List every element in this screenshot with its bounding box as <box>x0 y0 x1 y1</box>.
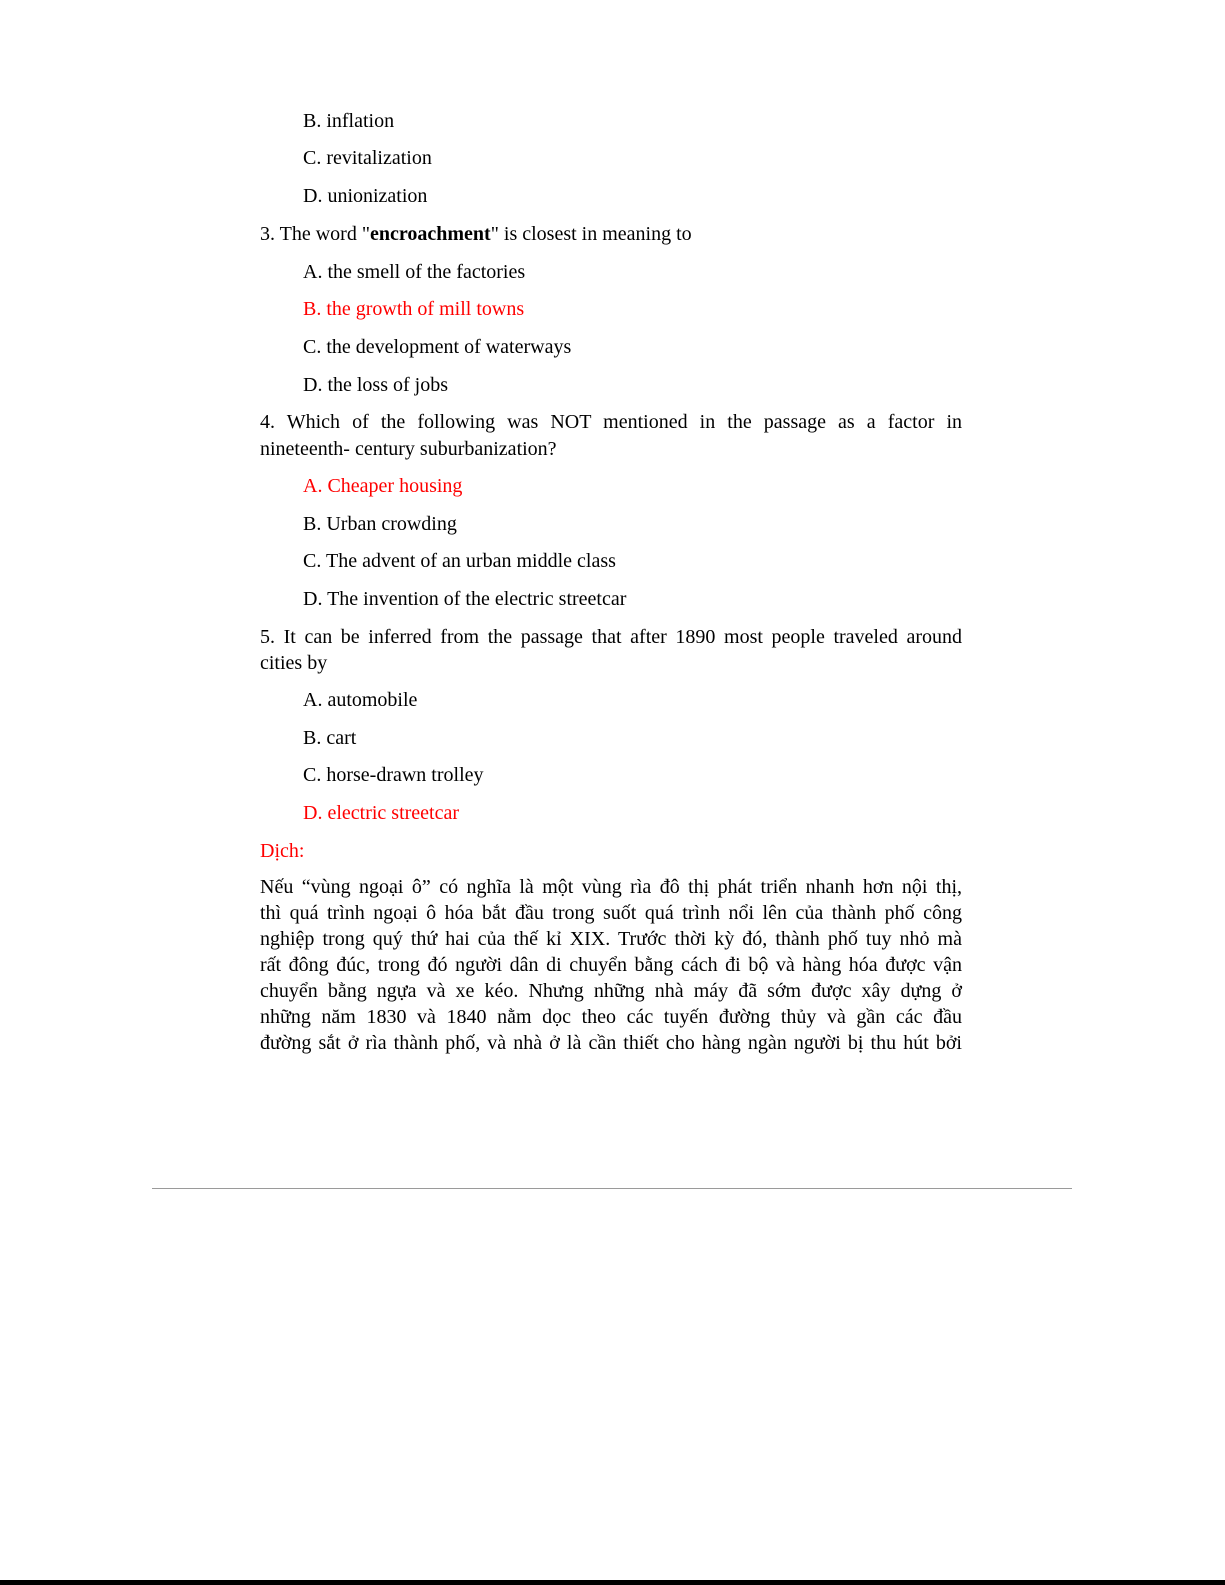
q5-option-c: C. horse-drawn trolley <box>303 764 484 786</box>
q5-option-d-answer: D. electric streetcar <box>303 802 460 824</box>
page-bottom-edge <box>0 1580 1225 1585</box>
q5-stem-line2: cities by <box>260 652 328 674</box>
translation-heading: Dịch: <box>260 840 305 862</box>
q5-option-a: A. automobile <box>303 689 418 711</box>
q4-option-b: B. Urban crowding <box>303 513 457 535</box>
q3-keyword: encroachment <box>370 223 491 245</box>
q3-stem <box>260 222 962 246</box>
q3-stem-suffix: " is closest in meaning to <box>490 223 692 245</box>
q4-stem-line2: nineteenth- century suburbanization? <box>260 438 557 460</box>
translation-line: rất đông đúc, trong đó người dân di chuyển bằng cách đi bộ và hàng hóa được vận <box>260 954 962 976</box>
footer-divider <box>152 1188 1072 1189</box>
translation-line: Nếu “vùng ngoại ô” có nghĩa là một vùng rìa đô thị phát triển nhanh hơn nội thị, <box>260 876 962 898</box>
q4-option-d: D. The invention of the electric streetcar <box>303 588 627 610</box>
q3-option-b-answer: B. the growth of mill towns <box>303 298 525 320</box>
q3-option-d: D. the loss of jobs <box>303 374 448 396</box>
q4-option-a-answer: A. Cheaper housing <box>303 475 463 497</box>
translation-line: đường sắt ở rìa thành phố, và nhà ở là cần thiết cho hàng ngàn người bị thu hút bởi <box>260 1032 962 1054</box>
q2-option-b: B. inflation <box>303 110 395 132</box>
q2-option-d: D. unionization <box>303 185 428 207</box>
q5-option-b: B. cart <box>303 727 357 749</box>
translation-paragraph <box>260 874 962 1056</box>
translation-line: nghiệp trong quý thứ hai của thế kỉ XIX. Trước thời kỳ đó, thành phố tuy nhỏ mà <box>260 928 962 950</box>
q3-option-a: A. the smell of the factories <box>303 261 526 283</box>
q2-option-c: C. revitalization <box>303 147 432 169</box>
translation-line: chuyển bằng ngựa và xe kéo. Nhưng những nhà máy đã sớm được xây dựng ở <box>260 980 962 1002</box>
translation-line: thì quá trình ngoại ô hóa bắt đầu trong suốt quá trình nổi lên của thành phố công <box>260 902 962 924</box>
q4-stem-line1: 4. Which of the following was NOT mentioned in the passage as a factor in <box>260 411 962 433</box>
q3-option-c: C. the development of waterways <box>303 336 572 358</box>
translation-line: những năm 1830 và 1840 nằm dọc theo các tuyến đường thủy và gần các đầu <box>260 1006 962 1028</box>
q4-option-c: C. The advent of an urban middle class <box>303 550 616 572</box>
q5-stem-line1: 5. It can be inferred from the passage that after 1890 most people traveled around <box>260 626 962 648</box>
q3-stem-prefix: 3. The word " <box>260 223 370 245</box>
